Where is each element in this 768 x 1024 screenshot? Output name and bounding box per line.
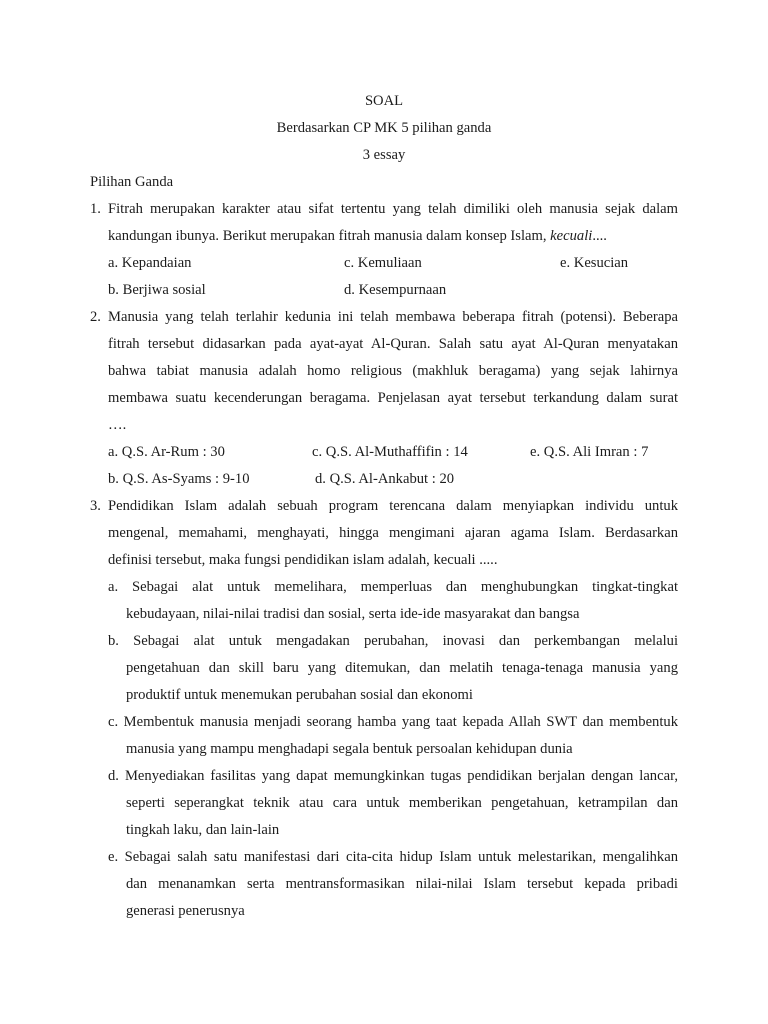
question-3-option-b-cont-2: produktif untuk menemukan perubahan sosial dan ekonomi bbox=[126, 687, 473, 703]
question-3-option-c[interactable]: c. Membentuk manusia menjadi seorang hamba yang taat kepada Allah SWT dan membentuk bbox=[108, 714, 678, 730]
question-3-option-b-cont-1: pengetahuan dan skill baru yang ditemukan, dan melatih tenaga-tenaga manusia yang bbox=[126, 660, 678, 676]
question-3-line-1 bbox=[90, 493, 678, 520]
question-2-line-2: fitrah tersebut didasarkan pada ayat-ayat Al-Quran. Salah satu ayat Al-Quran menyatakan bbox=[108, 336, 678, 352]
question-2-line-4: membawa suatu kecenderungan beragama. Penjelasan ayat tersebut terkandung dalam surat bbox=[108, 390, 678, 406]
question-1-number: 1. bbox=[90, 201, 101, 217]
question-3-option-e-cont-2: generasi penerusnya bbox=[126, 903, 245, 919]
question-2-line-3: bahwa tabiat manusia adalah homo religious (makhluk beragama) yang sejak lahirnya bbox=[108, 363, 678, 379]
question-3-option-e[interactable]: e. Sebagai salah satu manifestasi dari cita-cita hidup Islam untuk melestarikan, mengalihkan bbox=[108, 849, 678, 865]
question-2-options-row-2 bbox=[90, 466, 678, 493]
question-3-option-a[interactable]: a. Sebagai alat untuk memelihara, memperluas dan menghubungkan tingkat-tingkat bbox=[108, 579, 678, 595]
question-2-line-1 bbox=[90, 304, 678, 331]
question-2-option-a[interactable]: a. Q.S. Ar-Rum : 30 bbox=[108, 444, 225, 460]
question-1-options-row-2 bbox=[90, 277, 678, 304]
question-3-option-d-cont-2: tingkah laku, dan lain-lain bbox=[126, 822, 280, 838]
question-2-option-e[interactable]: e. Q.S. Ali Imran : 7 bbox=[530, 444, 649, 460]
question-2 bbox=[90, 304, 678, 493]
question-3-line-2: mengenal, memahami, menghayati, hingga mengimani ajaran agama Islam. Berdasarkan bbox=[108, 525, 678, 541]
question-3-option-b[interactable]: b. Sebagai alat untuk mengadakan perubahan, inovasi dan perkembangan melalui bbox=[108, 633, 678, 649]
document-page bbox=[90, 88, 678, 925]
question-2-option-c[interactable]: c. Q.S. Al-Muthaffifin : 14 bbox=[312, 444, 468, 460]
question-3-option-a-cont: kebudayaan, nilai-nilai tradisi dan sosial, serta ide-ide masyarakat dan bangsa bbox=[126, 606, 580, 622]
question-1-option-c[interactable]: c. Kemuliaan bbox=[344, 255, 422, 271]
question-1-line-1 bbox=[90, 196, 678, 223]
question-1-option-a[interactable]: a. Kepandaian bbox=[108, 255, 192, 271]
document-title: SOAL bbox=[364, 93, 404, 109]
question-1-option-d[interactable]: d. Kesempurnaan bbox=[344, 282, 447, 298]
question-3-option-d-cont-1: seperti seperangkat teknik atau cara untuk memberikan pengetahuan, ketrampilan dan bbox=[126, 795, 678, 811]
question-3 bbox=[90, 493, 678, 925]
question-3-line-3: definisi tersebut, maka fungsi pendidikan islam adalah, kecuali ..... bbox=[108, 552, 498, 568]
question-3-text-1: Pendidikan Islam adalah sebuah program terencana dalam menyiapkan individu untuk bbox=[108, 498, 678, 514]
question-1-options-row-1 bbox=[90, 250, 678, 277]
question-1-option-e[interactable]: e. Kesucian bbox=[560, 255, 629, 271]
question-1-italic: kecuali bbox=[550, 228, 593, 244]
question-1-line-2 bbox=[90, 223, 678, 250]
question-2-options-row-1 bbox=[90, 439, 678, 466]
question-3-option-e-cont-1: dan menanamkan serta mentransformasikan nilai-nilai Islam tersebut kepada pribadi bbox=[126, 876, 678, 892]
question-2-line-5: …. bbox=[108, 417, 127, 433]
question-1 bbox=[90, 196, 678, 304]
question-1-text-2: kandungan ibunya. Berikut merupakan fitrah manusia dalam konsep Islam, bbox=[108, 228, 547, 244]
section-label: Pilihan Ganda bbox=[90, 174, 174, 190]
question-2-text-1: Manusia yang telah terlahir kedunia ini telah membawa beberapa fitrah (potensi). Beberapa bbox=[108, 309, 678, 325]
question-2-number: 2. bbox=[90, 309, 101, 325]
question-3-option-c-cont: manusia yang mampu menghadapi segala bentuk persoalan kehidupan dunia bbox=[126, 741, 573, 757]
question-1-option-b[interactable]: b. Berjiwa sosial bbox=[108, 282, 206, 298]
question-2-option-d[interactable]: d. Q.S. Al-Ankabut : 20 bbox=[315, 471, 455, 487]
question-1-ellipsis: .... bbox=[592, 228, 607, 244]
document-subtitle-essay: 3 essay bbox=[362, 147, 406, 163]
question-2-option-b[interactable]: b. Q.S. As-Syams : 9-10 bbox=[108, 471, 250, 487]
document-subtitle-mc: Berdasarkan CP MK 5 pilihan ganda bbox=[276, 120, 492, 136]
question-1-text-1: Fitrah merupakan karakter atau sifat tertentu yang telah dimiliki oleh manusia sejak dalam bbox=[108, 201, 678, 217]
question-3-option-d[interactable]: d. Menyediakan fasilitas yang dapat memungkinkan tugas pendidikan berjalan dengan lancar, bbox=[108, 768, 678, 784]
question-3-number: 3. bbox=[90, 498, 101, 514]
